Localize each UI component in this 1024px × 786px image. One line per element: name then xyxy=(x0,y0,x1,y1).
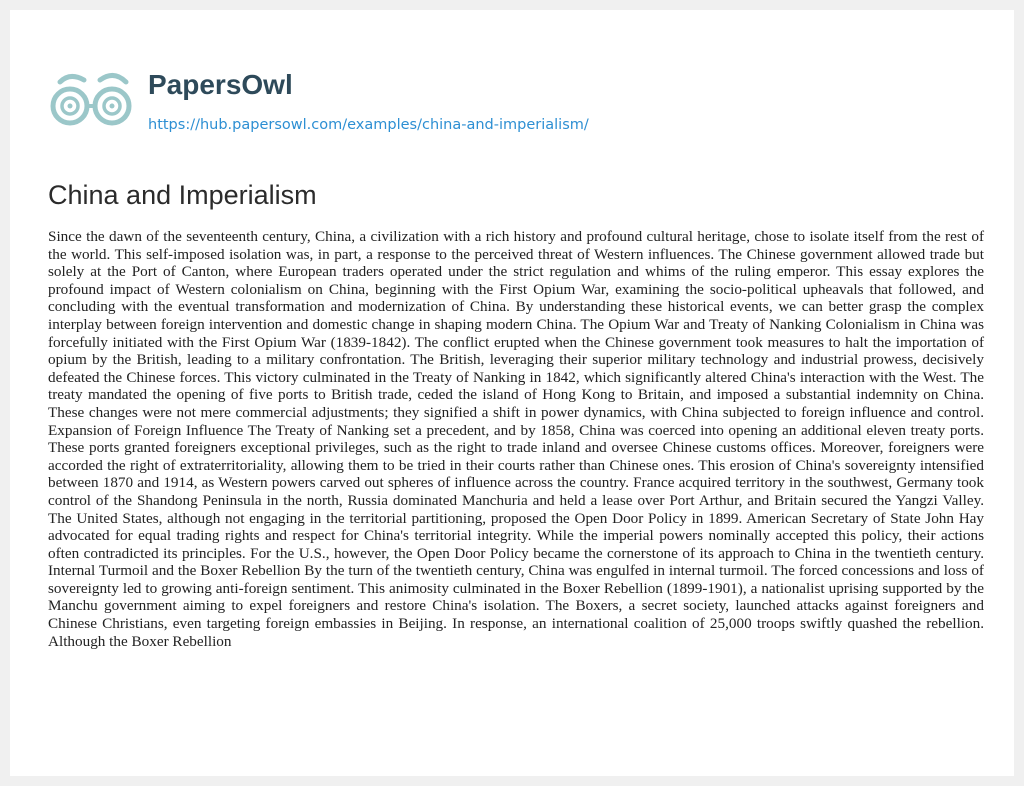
page-title: China and Imperialism xyxy=(48,180,317,210)
document-page xyxy=(10,10,1014,776)
page-url-link[interactable]: https://hub.papersowl.com/examples/china-and-imperialism/ xyxy=(148,117,589,133)
brand-name[interactable]: PapersOwl xyxy=(148,69,293,100)
owl-eyes-logo-icon xyxy=(50,68,138,142)
article-body: Since the dawn of the seventeenth century, China, a civilization with a rich history and profound cultural heritage, chose to isolate itself from the rest of the world. This self-imposed isolation was, in part, a response to the perceived threat of Western influences. The Chinese government allowed trade but solely at the Port of Canton, where European traders operated under the strict regulation and whims of the ruling emperor. This essay explores the profound impact of Western colonialism on China, beginning with the First Opium War, examining the socio-political upheavals that followed, and concluding with the eventual transformation and modernization of China. By understanding these historical events, we can better grasp the complex interplay between foreign intervention and domestic change in shaping modern China. The Opium War and Treaty of Nanking Colonialism in China was forcefully initiated with the First Opium War (1839-1842). The conflict erupted when the Chinese government took measures to halt the importation of opium by the British, leading to a military confrontation. The British, leveraging their superior military technology and industrial prowess, decisively defeated the Chinese forces. This victory culminated in the Treaty of Nanking in 1842, which significantly altered China's interaction with the West. The treaty mandated the opening of five ports to British trade, ceded the island of Hong Kong to Britain, and imposed a substantial indemnity on China. These changes were not mere commercial adjustments; they signified a shift in power dynamics, with China subjected to foreign influence and control. Expansion of Foreign Influence The Treaty of Nanking set a precedent, and by 1858, China was coerced into opening an additional eleven treaty ports. These ports granted foreigners exceptional privileges, such as the right to trade inland and oversee Chinese customs offices. Moreover, foreigners were accorded the right of extraterritoriality, allowing them to be tried in their courts rather than Chinese ones. This erosion of China's sovereignty intensified between 1870 and 1914, as Western powers carved out spheres of influence across the country. France acquired territory in the southwest, Germany took control of the Shandong Peninsula in the north, Russia dominated Manchuria and held a lease over Port Arthur, and Britain secured the Yangzi Valley. The United States, although not engaging in the territorial partitioning, proposed the Open Door Policy in 1899. American Secretary of State John Hay advocated for equal trading rights and respect for China's territorial integrity. While the imperial powers nominally accepted this policy, their actions often contradicted its principles. For the U.S., however, the Open Door Policy became the cornerstone of its approach to China in the twentieth century. Internal Turmoil and the Boxer Rebellion By the turn of the twentieth century, China was engulfed in internal turmoil. The forced concessions and loss of sovereignty led to growing anti-foreign sentiment. This animosity culminated in the Boxer Rebellion (1899-1901), a nationalist uprising supported by the Manchu government aiming to expel foreigners and restore China's isolation. The Boxers, a secret society, launched attacks against foreigners and Chinese Christians, even targeting foreign embassies in Beijing. In response, an international coalition of 25,000 troops swiftly quashed the rebellion. Although the Boxer Rebellion xyxy=(48,228,984,650)
